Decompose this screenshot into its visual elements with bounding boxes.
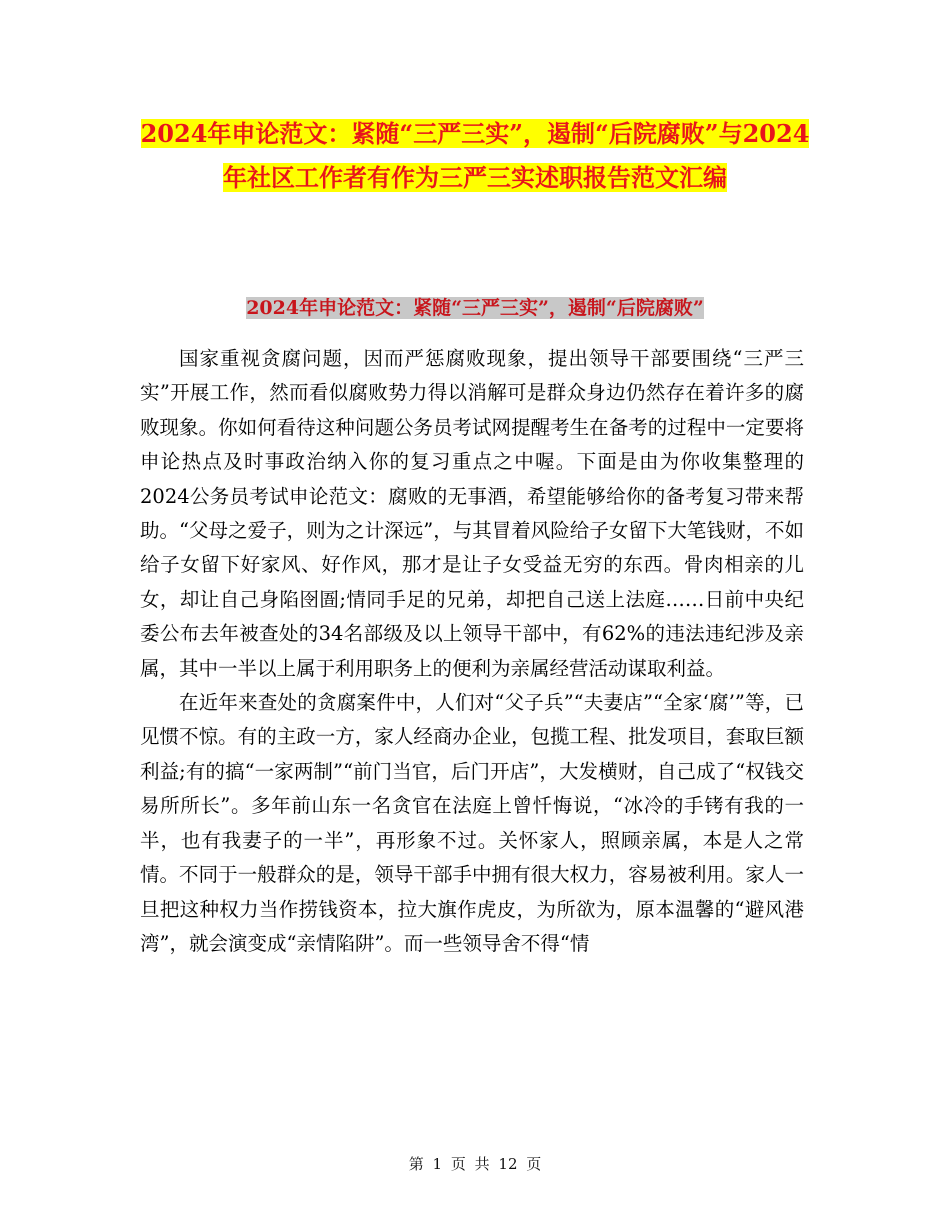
section-title-text: 2024年申论范文：紧随“三严三实”，遏制“后院腐败” (246, 297, 704, 319)
paragraph-1: 国家重视贪腐问题，因而严惩腐败现象，提出领导干部要围绕“三严三实”开展工作，然而看似腐败势力得以消解可是群众身边仍然存在着许多的腐败现象。你如何看待这种问题公务员考试网提醒考生在备考的过程中一定要将申论热点及时事政治纳入你的复习重点之中喔。下面是由为你收集整理的2024公务员考试申论范文：腐败的无事酒，希望能够给你的备考复习带来帮助。“父母之爱子，则为之计深远”，与其冒着风险给子女留下大笔钱财，不如给子女留下好家风、好作风，那才是让子女受益无穷的东西。骨肉相亲的儿女，却让自己身陷囹圄;情同手足的兄弟，却把自己送上法庭……日前中央纪委公布去年被查处的34名部级及以上领导干部中，有62%的违法违纪涉及亲属，其中一半以上属于利用职务上的便利为亲属经营活动谋取利益。 (140, 347, 804, 680)
section-title (140, 293, 810, 323)
footer-page-number: 1 (432, 1155, 443, 1173)
footer-mid2: 共 (474, 1155, 490, 1173)
footer-total-pages: 12 (498, 1155, 518, 1173)
document-title (140, 112, 810, 200)
footer-prefix: 第 (408, 1155, 424, 1173)
page-footer (0, 1153, 950, 1174)
document-title-text: 2024年申论范文：紧随“三严三实”，遏制“后院腐败”与2024年社区工作者有作为三严三实述职报告范文汇编 (140, 119, 810, 192)
footer-mid1: 页 (450, 1155, 466, 1173)
footer-suffix: 页 (526, 1155, 542, 1173)
paragraph-2: 在近年来查处的贪腐案件中，人们对“父子兵”“夫妻店”“全家‘腐’”等，已见惯不惊。有的主政一方，家人经商办企业，包揽工程、批发项目，套取巨额利益;有的搞“一家两制”“前门当官，后门开店”，大发横财，自己成了“权钱交易所所长”。多年前山东一名贪官在法庭上曾忏悔说，“冰冷的手铐有我的一半，也有我妻子的一半”，再形象不过。关怀家人，照顾亲属，本是人之常情。不同于一般群众的是，领导干部手中拥有很大权力，容易被利用。家人一旦把这种权力当作捞钱资本，拉大旗作虎皮，为所欲为，原本温馨的“避风港湾”，就会演变成“亲情陷阱”。而一些领导舍不得“情 (140, 691, 804, 955)
article-body (140, 342, 804, 961)
